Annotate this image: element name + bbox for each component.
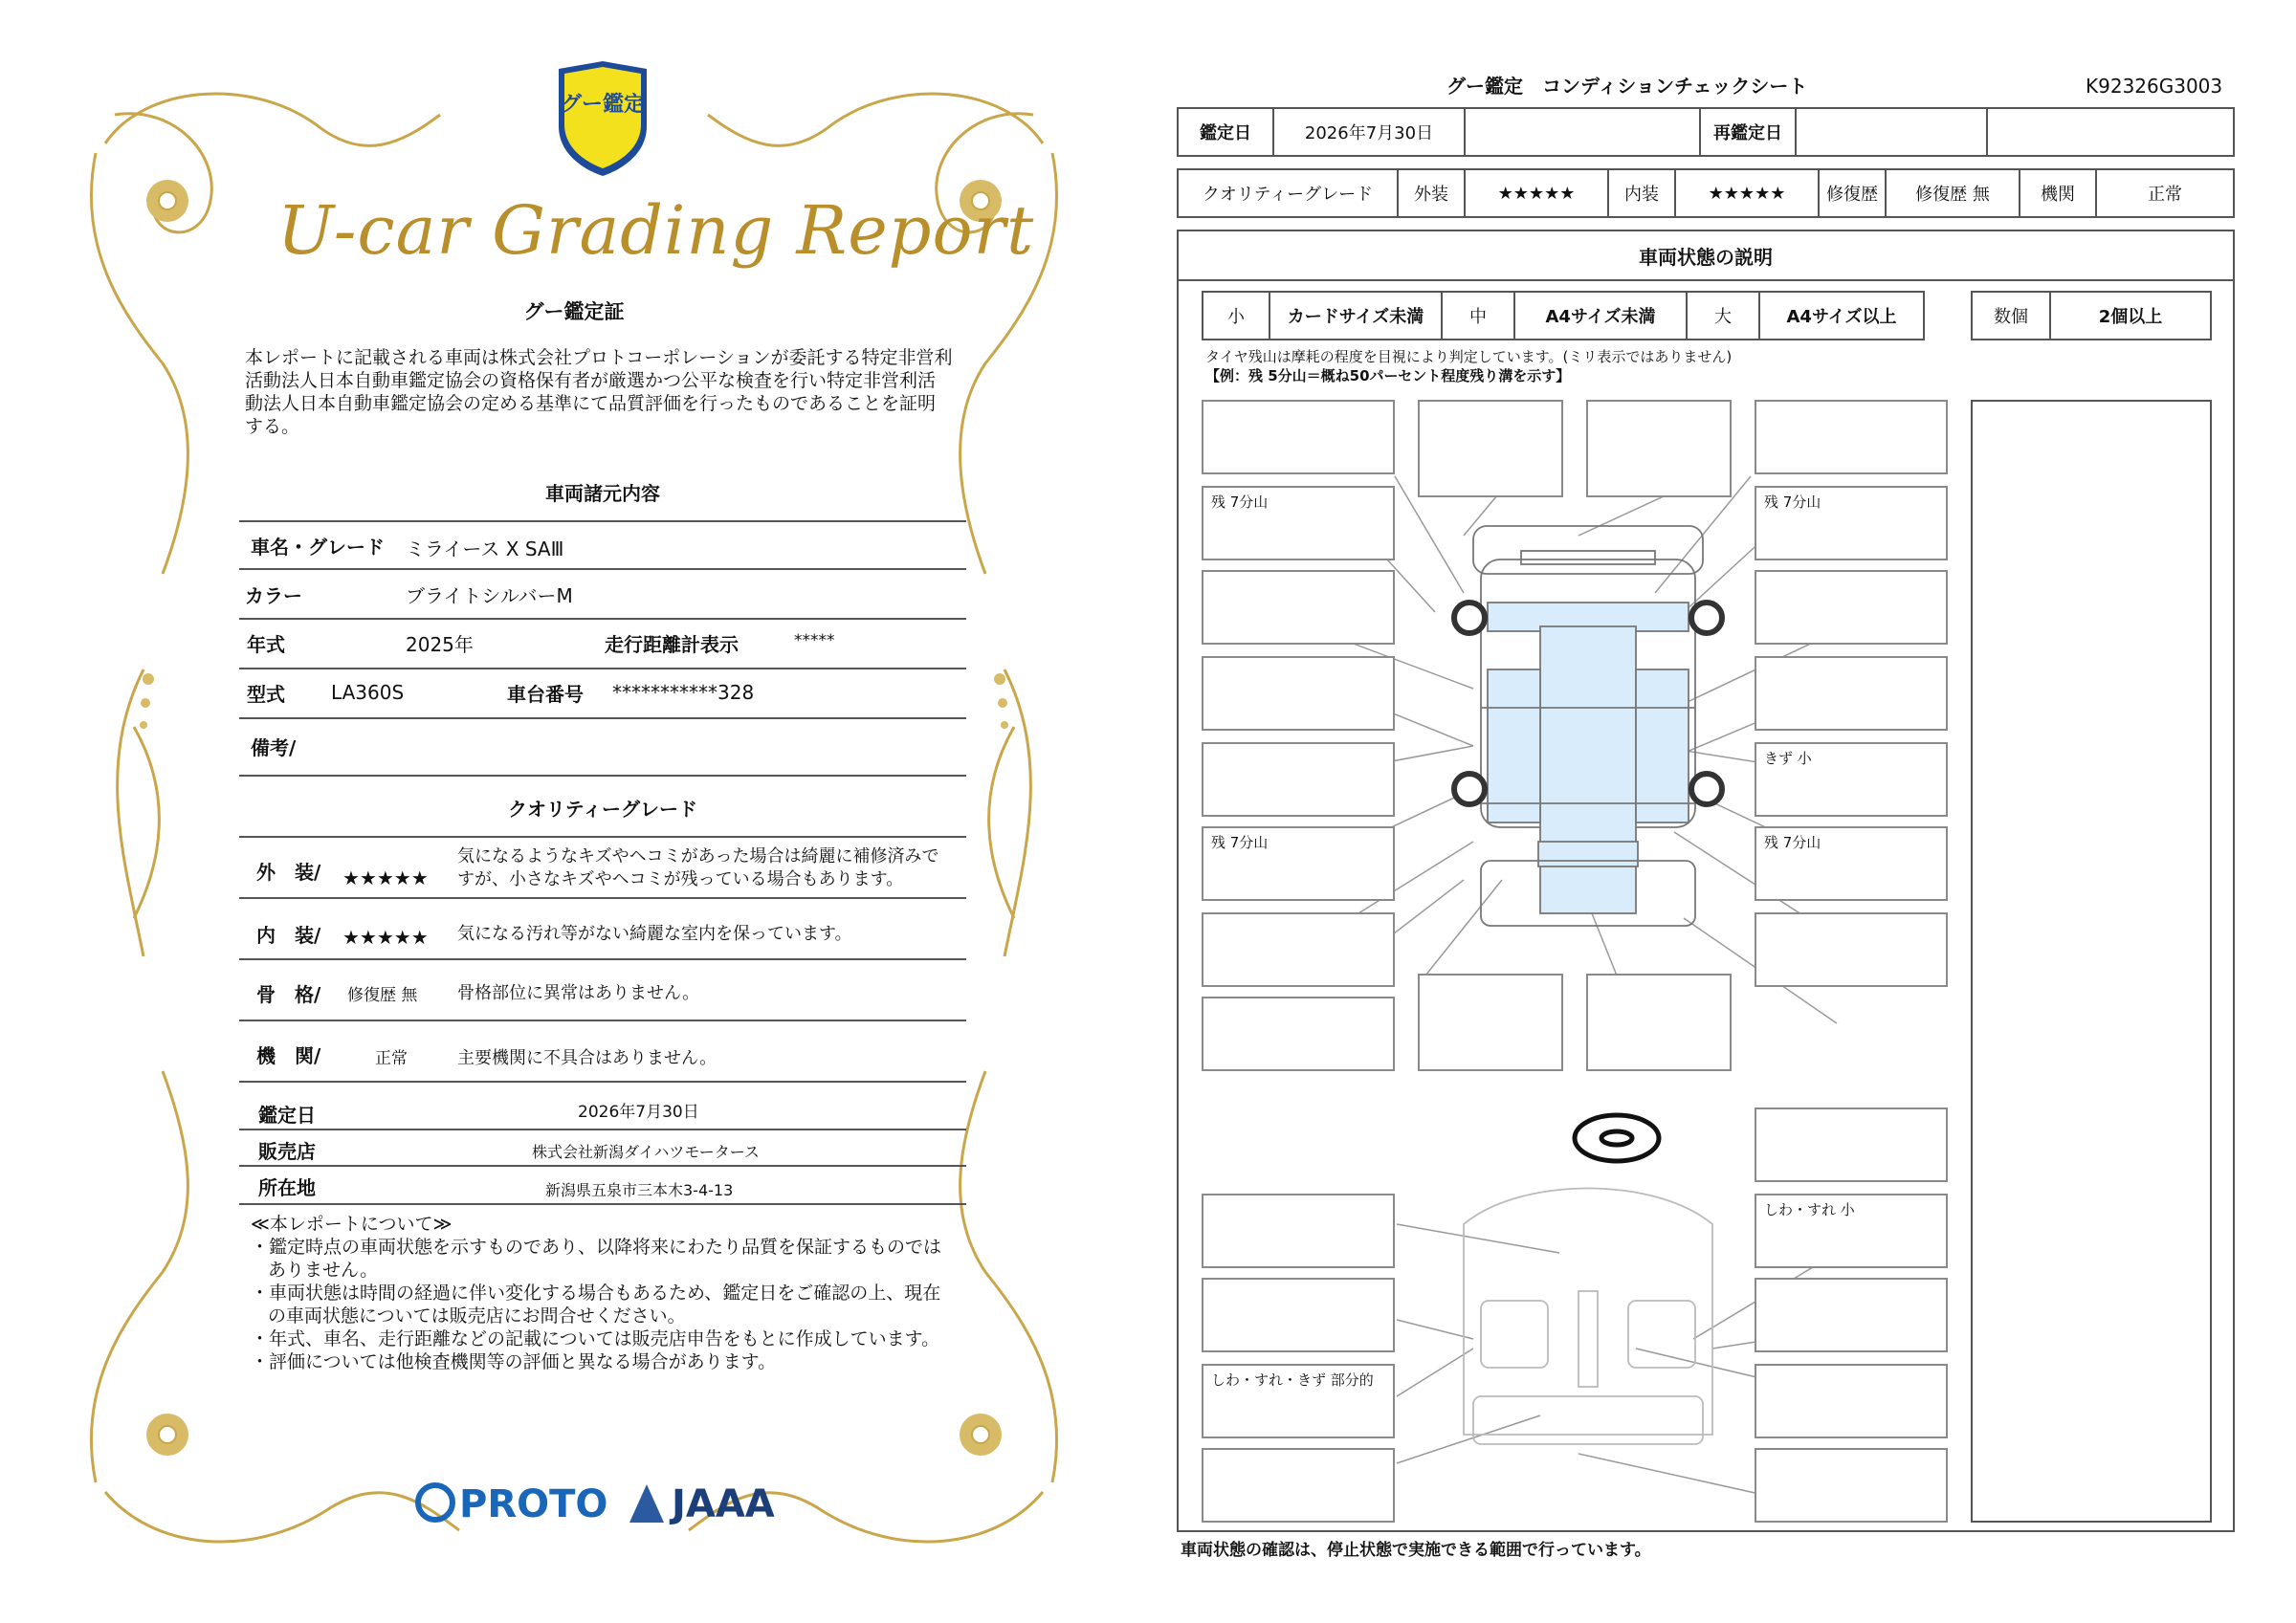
panel-box — [1418, 400, 1563, 497]
dealer-value: 株式会社新潟ダイハツモータース — [532, 1143, 760, 1161]
model-label: 型式 — [247, 683, 285, 706]
exterior-label: 外 装/ — [256, 861, 321, 884]
name-label: 車名・グレード — [251, 536, 385, 559]
note-item: ・年式、車名、走行距離などの記載については販売店申告をもとに作成しています。 — [251, 1328, 940, 1349]
fl-tire-label: 残 7分山 — [1211, 493, 1269, 511]
panel-box — [1202, 1278, 1395, 1352]
tire-note: タイヤ残山は摩耗の程度を目視により判定しています。(ミリ表示ではありません) — [1205, 348, 1733, 365]
interior-left-label: しわ・すれ・きず 部分的 — [1211, 1371, 1374, 1389]
count-legend — [1971, 291, 2212, 340]
panel-box-right-scratch — [1755, 742, 1948, 817]
divider — [239, 1081, 966, 1083]
exterior-stars: ★★★★★ — [342, 866, 429, 889]
panel-box — [1418, 974, 1563, 1071]
rl-tire-label: 残 7分山 — [1211, 834, 1269, 851]
panel-box — [1202, 997, 1395, 1071]
exterior-stars: ★★★★★ — [1466, 170, 1609, 216]
mileage-value: ***** — [794, 631, 835, 650]
year-value: 2025年 — [406, 633, 474, 656]
sheet-code: K92326G3003 — [2086, 75, 2223, 98]
panel-box — [1755, 656, 1948, 731]
panel-box — [1586, 974, 1732, 1071]
legend-mid-desc: A4サイズ未満 — [1515, 293, 1688, 339]
legend-count-desc: 2個以上 — [2098, 307, 2163, 327]
frame-label: 骨 格/ — [256, 983, 321, 1006]
date-row — [1177, 107, 2235, 157]
panel-box — [1202, 742, 1395, 817]
chassis-value: ***********328 — [612, 681, 755, 704]
divider — [239, 897, 966, 899]
panel-box — [1755, 912, 1948, 987]
panel-box — [1586, 400, 1732, 497]
engine-value: 正常 — [375, 1049, 408, 1068]
note-item: ・車両状態は時間の経過に伴い変化する場合もあるため、鑑定日をご確認の上、現在の車両状態については販売店にお問合せください。 — [251, 1283, 941, 1327]
jaaa-logo-icon — [629, 1484, 664, 1523]
divider — [239, 775, 966, 777]
quality-heading: クオリティーグレード — [508, 798, 697, 821]
certificate-intro: 本レポートに記載される車両は株式会社プロトコーポレーションが委託する特定非営利活動法人日本自動車鑑定協会の資格保有者が厳選かつ公平な検査を行い特定非営利活動法人日本自動車鑑定協会の定める基準にて品質評価を行ったものであることを証明する。 — [245, 347, 953, 437]
name-value: ミライース X SAⅢ — [406, 537, 564, 560]
proto-logo — [415, 1482, 607, 1526]
repair-history-value: 修復歴 無 — [1887, 170, 2020, 216]
panel-box-rl-tire — [1202, 826, 1395, 901]
panel-box — [1202, 912, 1395, 987]
legend-large: 大 — [1688, 293, 1760, 339]
legend-count: 数個 — [1973, 293, 2051, 339]
panel-box-interior-right — [1755, 1194, 1948, 1268]
section-title: 車両状態の説明 — [1179, 231, 2233, 281]
engine-value: 正常 — [2148, 185, 2182, 205]
panel-box-fl-tire — [1202, 486, 1395, 560]
panel-box — [1202, 656, 1395, 731]
panel-box — [1202, 570, 1395, 645]
repair-history-label: 修復歴 — [1820, 170, 1887, 216]
exterior-desc: 気になるようなキズやヘコミがあった場合は綺麗に補修済みですが、小さなキズやヘコミが残っている場合もあります。 — [457, 846, 939, 889]
report-notes — [251, 1213, 959, 1373]
note-item: ・評価については他検査機関等の評価と異なる場合があります。 — [251, 1351, 777, 1372]
interior-stars: ★★★★★ — [1676, 170, 1820, 216]
grade-row — [1177, 168, 2235, 218]
reappraisal-date-label: 再鑑定日 — [1701, 109, 1797, 155]
jaaa-logo — [629, 1482, 775, 1526]
color-label: カラー — [245, 584, 302, 607]
certificate-title: U-car Grading Report — [277, 191, 1035, 270]
panel-box — [1755, 1448, 1948, 1523]
sheet-title: グー鑑定 コンディションチェックシート — [1446, 75, 1808, 98]
engine-label: 機関 — [2020, 170, 2097, 216]
color-value: ブライトシルバーM — [406, 584, 573, 607]
appraisal-date-label: 鑑定日 — [258, 1104, 316, 1127]
address-label: 所在地 — [258, 1176, 316, 1199]
appraisal-date-value: 2026年7月30日 — [578, 1103, 699, 1122]
proto-logo-icon — [415, 1482, 455, 1523]
badge-text: グー鑑定 — [560, 93, 645, 117]
legend-small-desc: カードサイズ未満 — [1270, 293, 1443, 339]
size-legend — [1202, 291, 1925, 340]
certificate-subtitle: グー鑑定証 — [523, 300, 625, 323]
panel-box — [1755, 400, 1948, 474]
divider — [239, 1020, 966, 1021]
divider — [239, 717, 966, 719]
interior-right-label: しわ・すれ 小 — [1764, 1201, 1855, 1218]
divider — [239, 958, 966, 960]
model-value: LA360S — [331, 681, 405, 704]
date-label: 鑑定日 — [1179, 109, 1274, 155]
panel-box — [1755, 570, 1948, 645]
interior-desc: 気になる汚れ等がない綺麗な室内を保っています。 — [457, 924, 852, 944]
divider — [239, 568, 966, 570]
panel-box-rr-tire — [1755, 826, 1948, 901]
dealer-label: 販売店 — [258, 1140, 316, 1163]
empty-cell — [1466, 109, 1701, 155]
empty-cell — [1988, 109, 2233, 155]
panel-box-steering — [1755, 1108, 1948, 1182]
legend-small: 小 — [1203, 293, 1270, 339]
divider — [239, 1203, 966, 1205]
panel-box — [1755, 1278, 1948, 1352]
address-value: 新潟県五泉市三本木3-4-13 — [545, 1181, 734, 1199]
divider — [239, 520, 966, 522]
frame-desc: 骨格部位に異常はありません。 — [457, 983, 700, 1003]
divider — [239, 1129, 966, 1130]
panel-box-fr-tire — [1755, 486, 1948, 560]
divider — [239, 1165, 966, 1167]
year-label: 年式 — [247, 633, 285, 656]
remarks-label: 備考/ — [251, 736, 297, 759]
legend-mid: 中 — [1443, 293, 1515, 339]
frame-value: 修復歴 無 — [347, 986, 418, 1005]
engine-label: 機 関/ — [256, 1044, 321, 1067]
engine-desc: 主要機関に不具合はありません。 — [457, 1048, 718, 1068]
panel-box-interior-left — [1202, 1364, 1395, 1438]
tire-example: 【例：残 5分山＝概ね50パーセント程度残り溝を示す】 — [1205, 367, 1571, 384]
proto-logo-text: PROTO — [459, 1482, 608, 1526]
notes-title: ≪本レポートについて≫ — [251, 1214, 453, 1235]
divider — [239, 618, 966, 620]
panel-box — [1202, 1448, 1395, 1523]
goo-appraisal-badge — [553, 59, 652, 178]
specs-heading: 車両諸元内容 — [545, 482, 660, 505]
interior-label: 内 装/ — [256, 924, 321, 947]
mileage-label: 走行距離計表示 — [605, 633, 739, 656]
jaaa-logo-text: JAAA — [672, 1482, 775, 1526]
reappraisal-date-value — [1797, 109, 1988, 155]
chassis-label: 車台番号 — [507, 683, 584, 706]
date-value: 2026年7月30日 — [1274, 109, 1466, 155]
divider — [239, 668, 966, 669]
exterior-label: 外装 — [1399, 170, 1466, 216]
fr-tire-label: 残 7分山 — [1764, 493, 1821, 511]
sheet-footer: 車両状態の確認は、停止状態で実施できる範囲で行っています。 — [1181, 1541, 1651, 1560]
panel-box — [1755, 1364, 1948, 1438]
divider — [239, 836, 966, 838]
legend-large-desc: A4サイズ以上 — [1786, 307, 1897, 327]
summary-box — [1971, 400, 2212, 1523]
interior-label: 内装 — [1609, 170, 1676, 216]
panel-box — [1202, 400, 1395, 474]
panel-box — [1202, 1194, 1395, 1268]
rr-tire-label: 残 7分山 — [1764, 834, 1821, 851]
note-item: ・鑑定時点の車両状態を示すものであり、以降将来にわたり品質を保証するものではありません。 — [251, 1237, 942, 1281]
quality-grade-label: クオリティーグレード — [1179, 170, 1399, 216]
right-scratch-label: きず 小 — [1764, 750, 1812, 767]
interior-stars: ★★★★★ — [342, 926, 429, 949]
